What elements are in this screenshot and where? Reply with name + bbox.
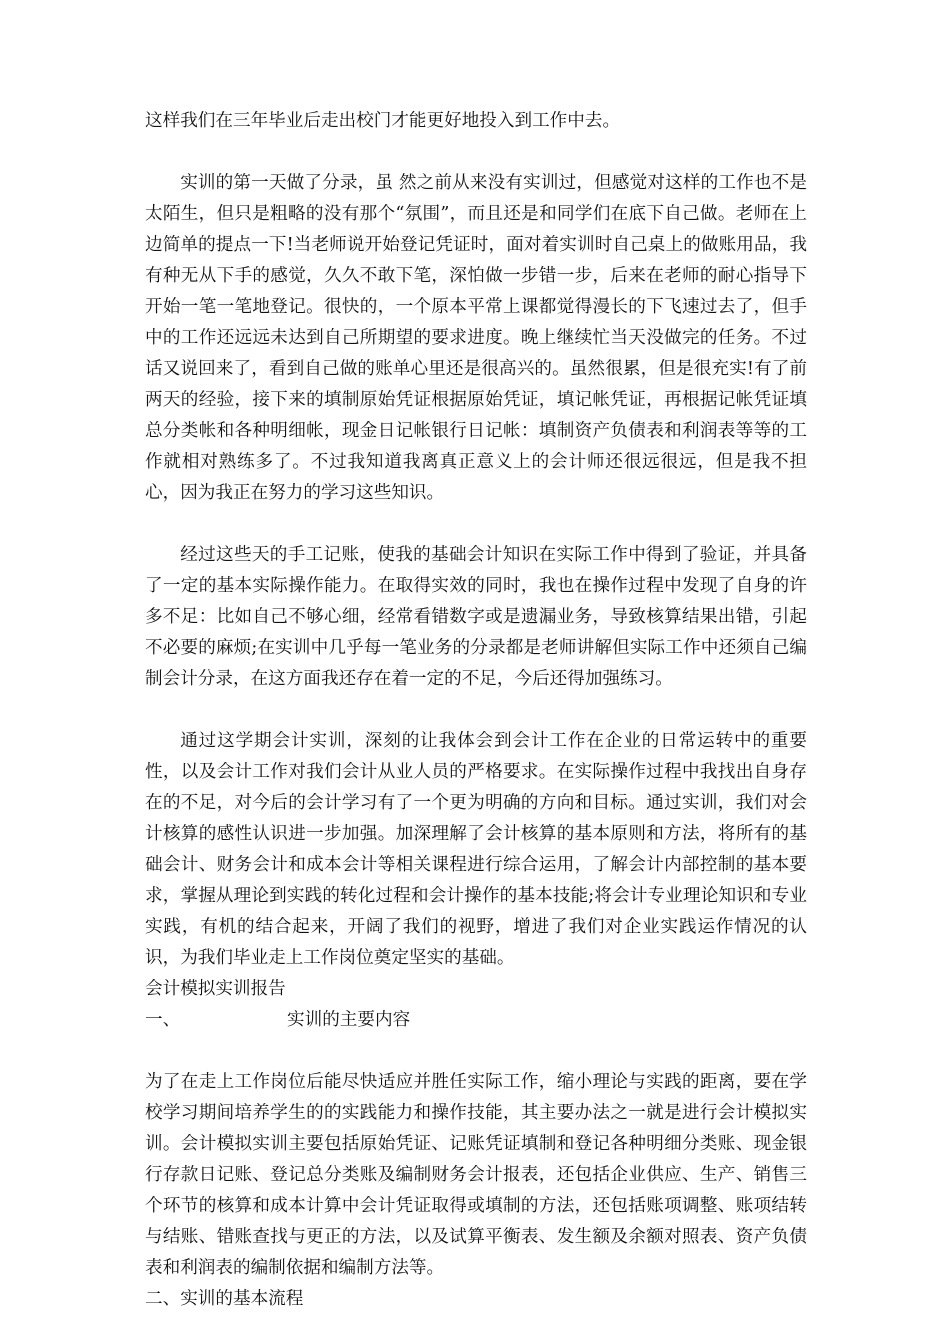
paragraph-semester-summary: 通过这学期会计实训，深刻的让我体会到会计工作在企业的日常运转中的重要性，以及会计工作对我们会计从业人员的严格要求。在实际操作过程中我找出自身存在的不足，对今后的会计学习有了一个更为明确的方向和目标。通过实训，我们对会计核算的感性认识进一步加强。加深理解了会计核算的基本原则和方法，将所有的基础会计、财务会计和成本会计等相关课程进行综合运用，了解会计内部控制的基本要求，掌握从理论到实践的转化过程和会计操作的基本技能;将会计专业理论知识和专业实践，有机的结合起来，开阔了我们的视野，增进了我们对企业实践运作情况的认识，为我们毕业走上工作岗位奠定坚实的基础。: [145, 731, 807, 968]
section-number-1: 一、: [145, 1010, 181, 1030]
document-page: [145, 106, 807, 1315]
paragraph-first-day: 实训的第一天做了分录，虽 然之前从来没有实训过，但感觉对这样的工作也不是太陌生，但只是粗略的没有那个“氛围”，而且还是和同学们在底下自己做。老师在上边简单的提点一下!当老师说开始登记凭证时，面对着实训时自己桌上的做账用品，我有种无从下手的感觉，久久不敢下笔，深怕做一步错一步，后来在老师的耐心指导下开始一笔一笔地登记。很快的，一个原本平常上课都觉得漫长的下飞速过去了，但手中的工作还远远未达到自己所期望的要求进度。晚上继续忙当天没做完的任务。不过话又说回来了，看到自己做的账单心里还是很高兴的。虽然很累，但是很充实!有了前两天的经验，接下来的填制原始凭证根据原始凭证，填记帐凭证，再根据记帐凭证填总分类帐和各种明细帐，现金日记帐银行日记帐：填制资产负债表和利润表等等的工作就相对熟练多了。不过我知道我离真正意义上的会计师还很远很远，但是我不担心，因为我正在努力的学习这些知识。: [145, 173, 807, 503]
section-heading-1: [145, 1005, 807, 1036]
paragraph-main-content: 为了在走上工作岗位后能尽快适应并胜任实际工作，缩小理论与实践的距离，要在学校学习期间培养学生的的实践能力和操作技能，其主要办法之一就是进行会计模拟实训。会计模拟实训主要包括原始凭证、记账凭证填制和登记各种明细分类账、现金银行存款日记账、登记总分类账及编制财务会计报表，还包括企业供应、生产、销售三个环节的核算和成本计算中会计凭证取得或填制的方法，还包括账项调整、账项结转与结账、错账查找与更正的方法，以及试算平衡表、发生额及余额对照表、资产负债表和利润表的编制依据和编制方法等。: [145, 1072, 807, 1278]
paragraph-manual-bookkeeping: 经过这些天的手工记账，使我的基础会计知识在实际工作中得到了验证，并具备了一定的基本实际操作能力。在取得实效的同时，我也在操作过程中发现了自身的许多不足：比如自己不够心细，经常看错数字或是遗漏业务，导致核算结果出错，引起不必要的麻烦;在实训中几乎每一笔业务的分录都是老师讲解但实际工作中还须自己编制会计分录，在这方面我还存在着一定的不足，今后还得加强练习。: [145, 545, 807, 689]
paragraph-intro-continuation: 这样我们在三年毕业后走出校门才能更好地投入到工作中去。: [145, 111, 621, 131]
section-title-1: 实训的主要内容: [287, 1010, 411, 1030]
report-title: 会计模拟实训报告: [145, 979, 286, 999]
section-heading-2: 二、实训的基本流程: [145, 1289, 304, 1309]
